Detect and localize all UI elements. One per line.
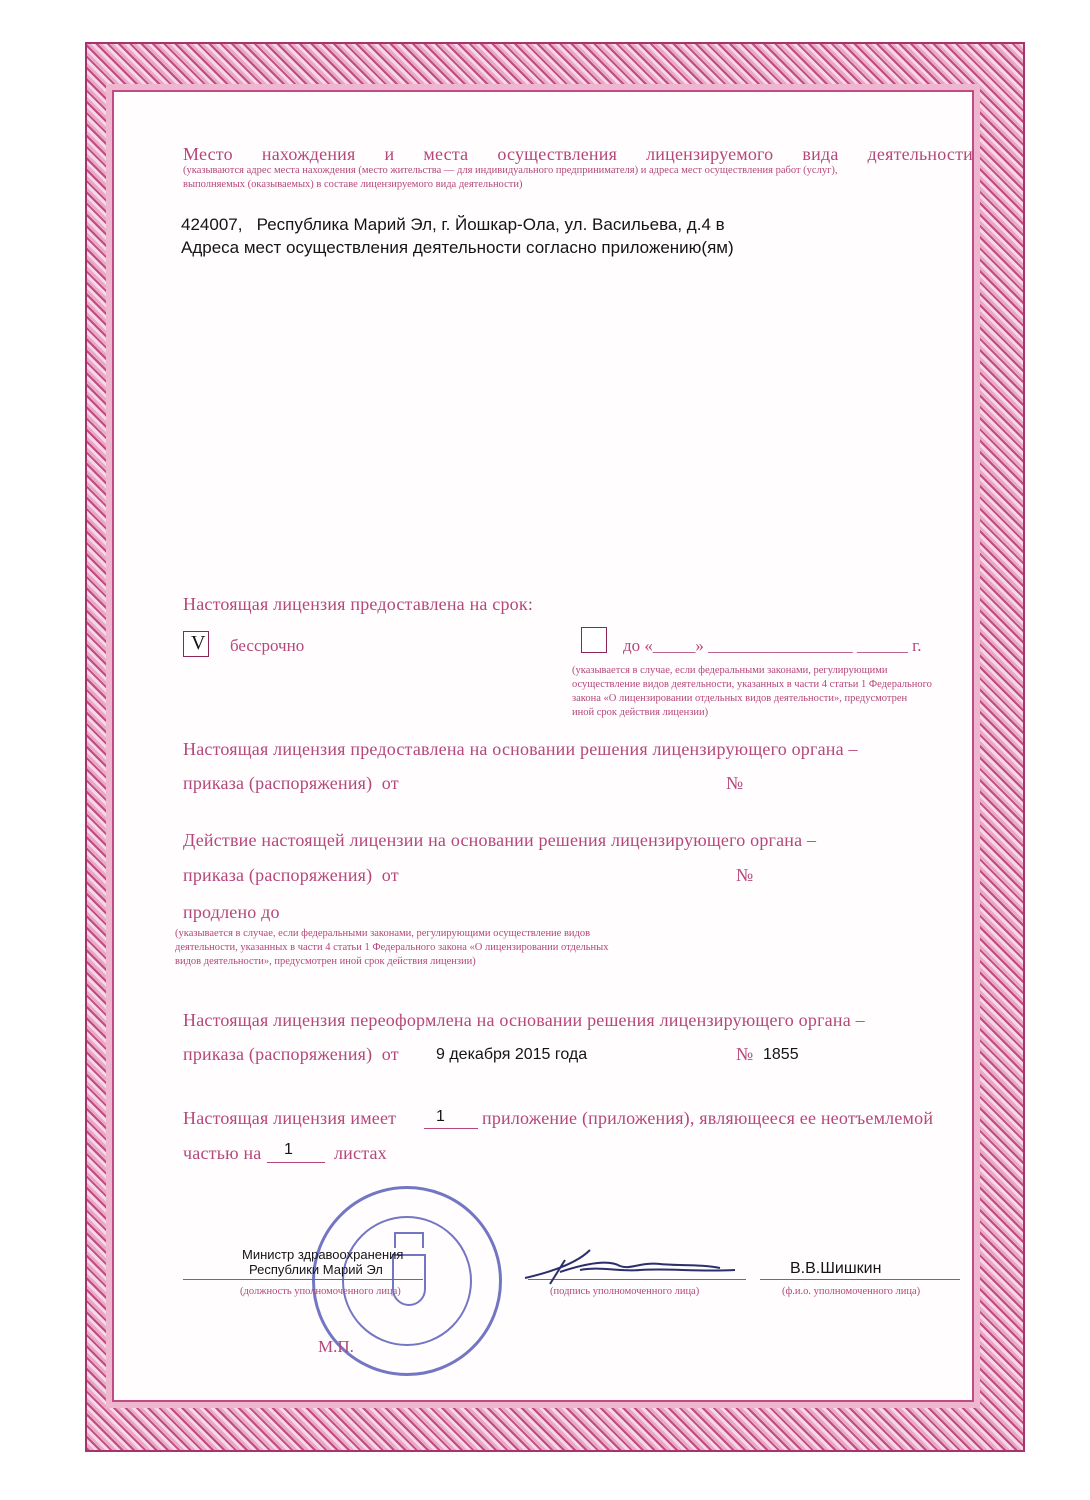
reissue-line-1: Настоящая лицензия переоформлена на основании решения лицензирующего органа – (183, 1010, 865, 1030)
indefinite-label: бессрочно (230, 636, 305, 655)
annex-line-2-start: частью на (183, 1143, 262, 1163)
place-note-2: выполняемых (оказываемых) в составе лицензируемого вида деятельности) (183, 179, 523, 190)
term-note-2: осуществление видов деятельности, указанных в части 4 статьи 1 Федерального (572, 679, 932, 690)
annex-sheets-underline (267, 1162, 325, 1163)
basis-line-1: Настоящая лицензия предоставлена на основании решения лицензирующего органа – (183, 739, 858, 759)
reissue-date: 9 декабря 2015 года (436, 1046, 588, 1063)
term-note-1: (указывается в случае, если федеральными законами, регулирующими (572, 665, 888, 676)
place-heading: Место нахождения и места осуществления лицензируемого вида деятельности (183, 144, 973, 164)
seal-place-label: М.П. (318, 1337, 354, 1356)
extended-until-label: продлено до (183, 902, 280, 922)
seal-crown (394, 1232, 424, 1248)
annex-sheets: 1 (284, 1141, 293, 1158)
signature-caption: (подпись уполномоченного лица) (550, 1286, 700, 1297)
place-note-1: (указываются адрес места нахождения (место жительства — для индивидуального предпринимателя) и адреса мест осуществления работ (услуг), (183, 165, 838, 176)
term-heading: Настоящая лицензия предоставлена на срок: (183, 594, 534, 614)
position-line (183, 1279, 423, 1280)
term-note-3: закона «О лицензировании отдельных видов деятельности», предусмотрен (572, 693, 908, 704)
extension-line-1: Действие настоящей лицензии на основании решения лицензирующего органа – (183, 830, 817, 850)
official-name: В.В.Шишкин (790, 1260, 882, 1277)
handwritten-signature (520, 1240, 760, 1290)
extension-line-2: приказа (распоряжения) от (183, 865, 399, 885)
seal-inner-ring (342, 1216, 472, 1346)
reissue-number-sign: № (736, 1044, 754, 1064)
basis-line-2: приказа (распоряжения) от (183, 773, 399, 793)
annex-line-1-start: Настоящая лицензия имеет (183, 1108, 397, 1128)
until-label: до «_____» _________________ ______ г. (623, 636, 922, 655)
address-line-2: Адреса мест осуществления деятельности согласно приложению(ям) (181, 238, 734, 257)
official-position-2: Республики Марий Эл (249, 1262, 383, 1277)
annex-count: 1 (436, 1108, 445, 1125)
reissue-number: 1855 (763, 1046, 799, 1063)
basis-number-sign: № (726, 773, 744, 793)
reissue-line-2: приказа (распоряжения) от (183, 1044, 399, 1064)
extension-number-sign: № (736, 865, 754, 885)
extension-note-3: видов деятельности», предусмотрен иной срок действия лицензии) (175, 956, 476, 967)
address-line: 424007, Республика Марий Эл, г. Йошкар-Ола, ул. Васильева, д.4 в (181, 215, 725, 234)
annex-count-underline (424, 1128, 478, 1129)
extension-note-2: деятельности, указанных в части 4 статьи 1 Федерального закона «О лицензировании отдельных (175, 942, 609, 953)
position-caption: (должность уполномоченного лица) (240, 1286, 401, 1297)
until-checkbox[interactable] (581, 627, 607, 653)
checkbox-mark: V (191, 632, 206, 654)
name-line (760, 1279, 960, 1280)
term-note-4: иной срок действия лицензии) (572, 707, 709, 718)
name-caption: (ф.и.о. уполномоченного лица) (782, 1286, 921, 1297)
official-position-1: Министр здравоохранения (242, 1247, 404, 1262)
annex-line-2-end: листах (334, 1143, 387, 1163)
annex-line-1-end: приложение (приложения), являющееся ее неотъемлемой (482, 1108, 934, 1128)
extension-note-1: (указывается в случае, если федеральными законами, регулирующими осуществление видов (175, 928, 591, 939)
